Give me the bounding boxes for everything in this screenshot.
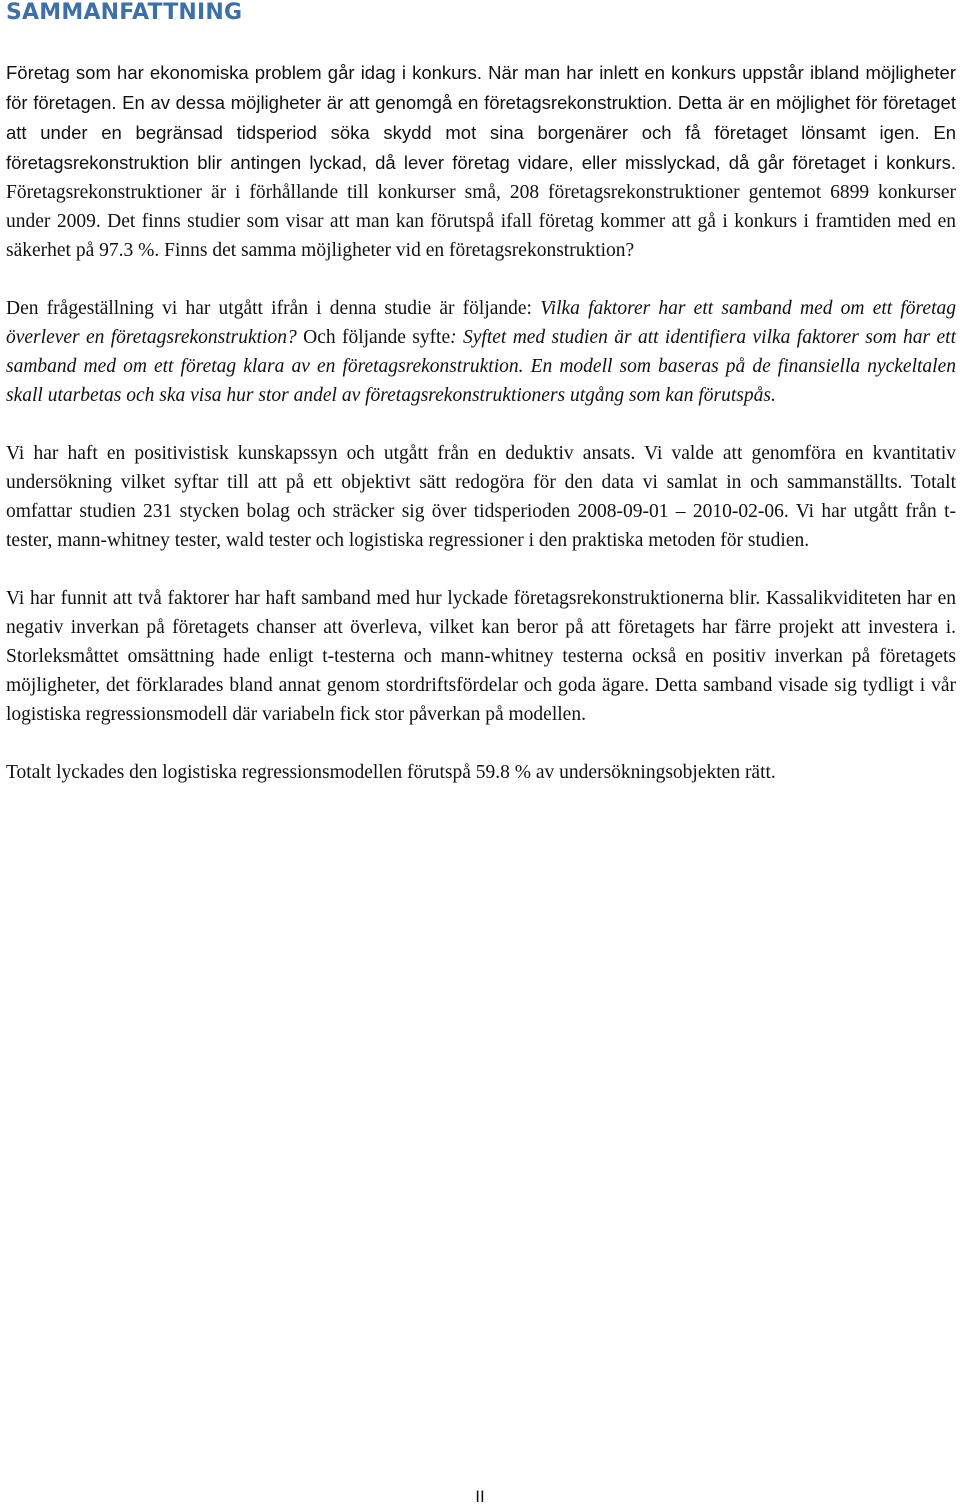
purpose-lead: Och följande syfte	[296, 327, 451, 348]
section-heading: SAMMANFATTNING	[6, 0, 243, 25]
summary-body	[6, 58, 956, 787]
paragraph-result: Totalt lyckades den logistiska regressionsmodellen förutspå 59.8 % av undersökningsobjekten rätt.	[6, 762, 776, 783]
paragraph-findings: Vi har funnit att två faktorer har haft samband med hur lyckade företagsrekonstruktionerna blir. Kassalikviditeten har en negativ inverkan på företagets chanser att överleva, vilket kan beror på att företagets har färre projekt att investera i. Storleksmåttet omsättning hade enligt t-testerna och mann-whitney testerna också en positiv inverkan på företagets möjligheter, det förklarades bland annat genom stordriftsfördelar och goda ägare. Detta samband visade sig tydligt i vår logistiska regressionsmodell där variabeln fick stor påverkan på modellen.	[6, 588, 956, 725]
research-question: Vilka faktorer har ett samband med om ett företag överlever en företagsrekonstruktion?	[6, 298, 956, 348]
paragraph-research-question	[6, 294, 956, 410]
question-lead: Den frågeställning vi har utgått ifrån i denna studie är följande:	[6, 298, 541, 319]
intro-sentences-part1: Företag som har ekonomiska problem går idag i konkurs. När man har inlett en konkurs uppstår ibland möjligheter för företagen. En av dessa möjligheter är att genomgå en företagsrekonstruktion. Detta är en möjlighet för företaget att under en begränsad tidsperiod söka skydd mot sina borgenärer och få företaget lönsamt igen. En företagsrekonstruktion blir antingen lyckad, då lever företag vidare, eller misslyckad, då går företaget i konkurs.	[6, 62, 956, 173]
intro-sentences-part2: Företagsrekonstruktioner är i förhållande till konkurser små, 208 företagsrekonstruktioner gentemot 6899 konkurser under 2009. Det finns studier som visar att man kan förutspå ifall företag kommer att gå i konkurs i framtiden med en säkerhet på 97.3 %. Finns det samma möjligheter vid en företagsrekonstruktion?	[6, 182, 956, 261]
paragraph-method: Vi har haft en positivistisk kunskapssyn och utgått från en deduktiv ansats. Vi valde att genomföra en kvantitativ undersökning vilket syftar till att på ett objektivt sätt redogöra för den data vi samlat in och sammanställts. Totalt omfattar studien 231 stycken bolag och sträcker sig över tidsperioden 2008-09-01 – 2010-02-06. Vi har utgått från t-tester, mann-whitney tester, wald tester och logistiska regressioner i den praktiska metoden för studien.	[6, 443, 956, 551]
purpose-statement: : Syftet med studien är att identifiera vilka faktorer som har ett samband med om ett företag klara av en företagsrekonstruktion. En modell som baseras på de finansiella nyckeltalen skall utarbetas och ska visa hur stor andel av företagsrekonstruktioners utgång som kan förutspås.	[6, 327, 957, 406]
page-number: II	[475, 1487, 485, 1506]
paragraph-intro	[6, 58, 956, 265]
